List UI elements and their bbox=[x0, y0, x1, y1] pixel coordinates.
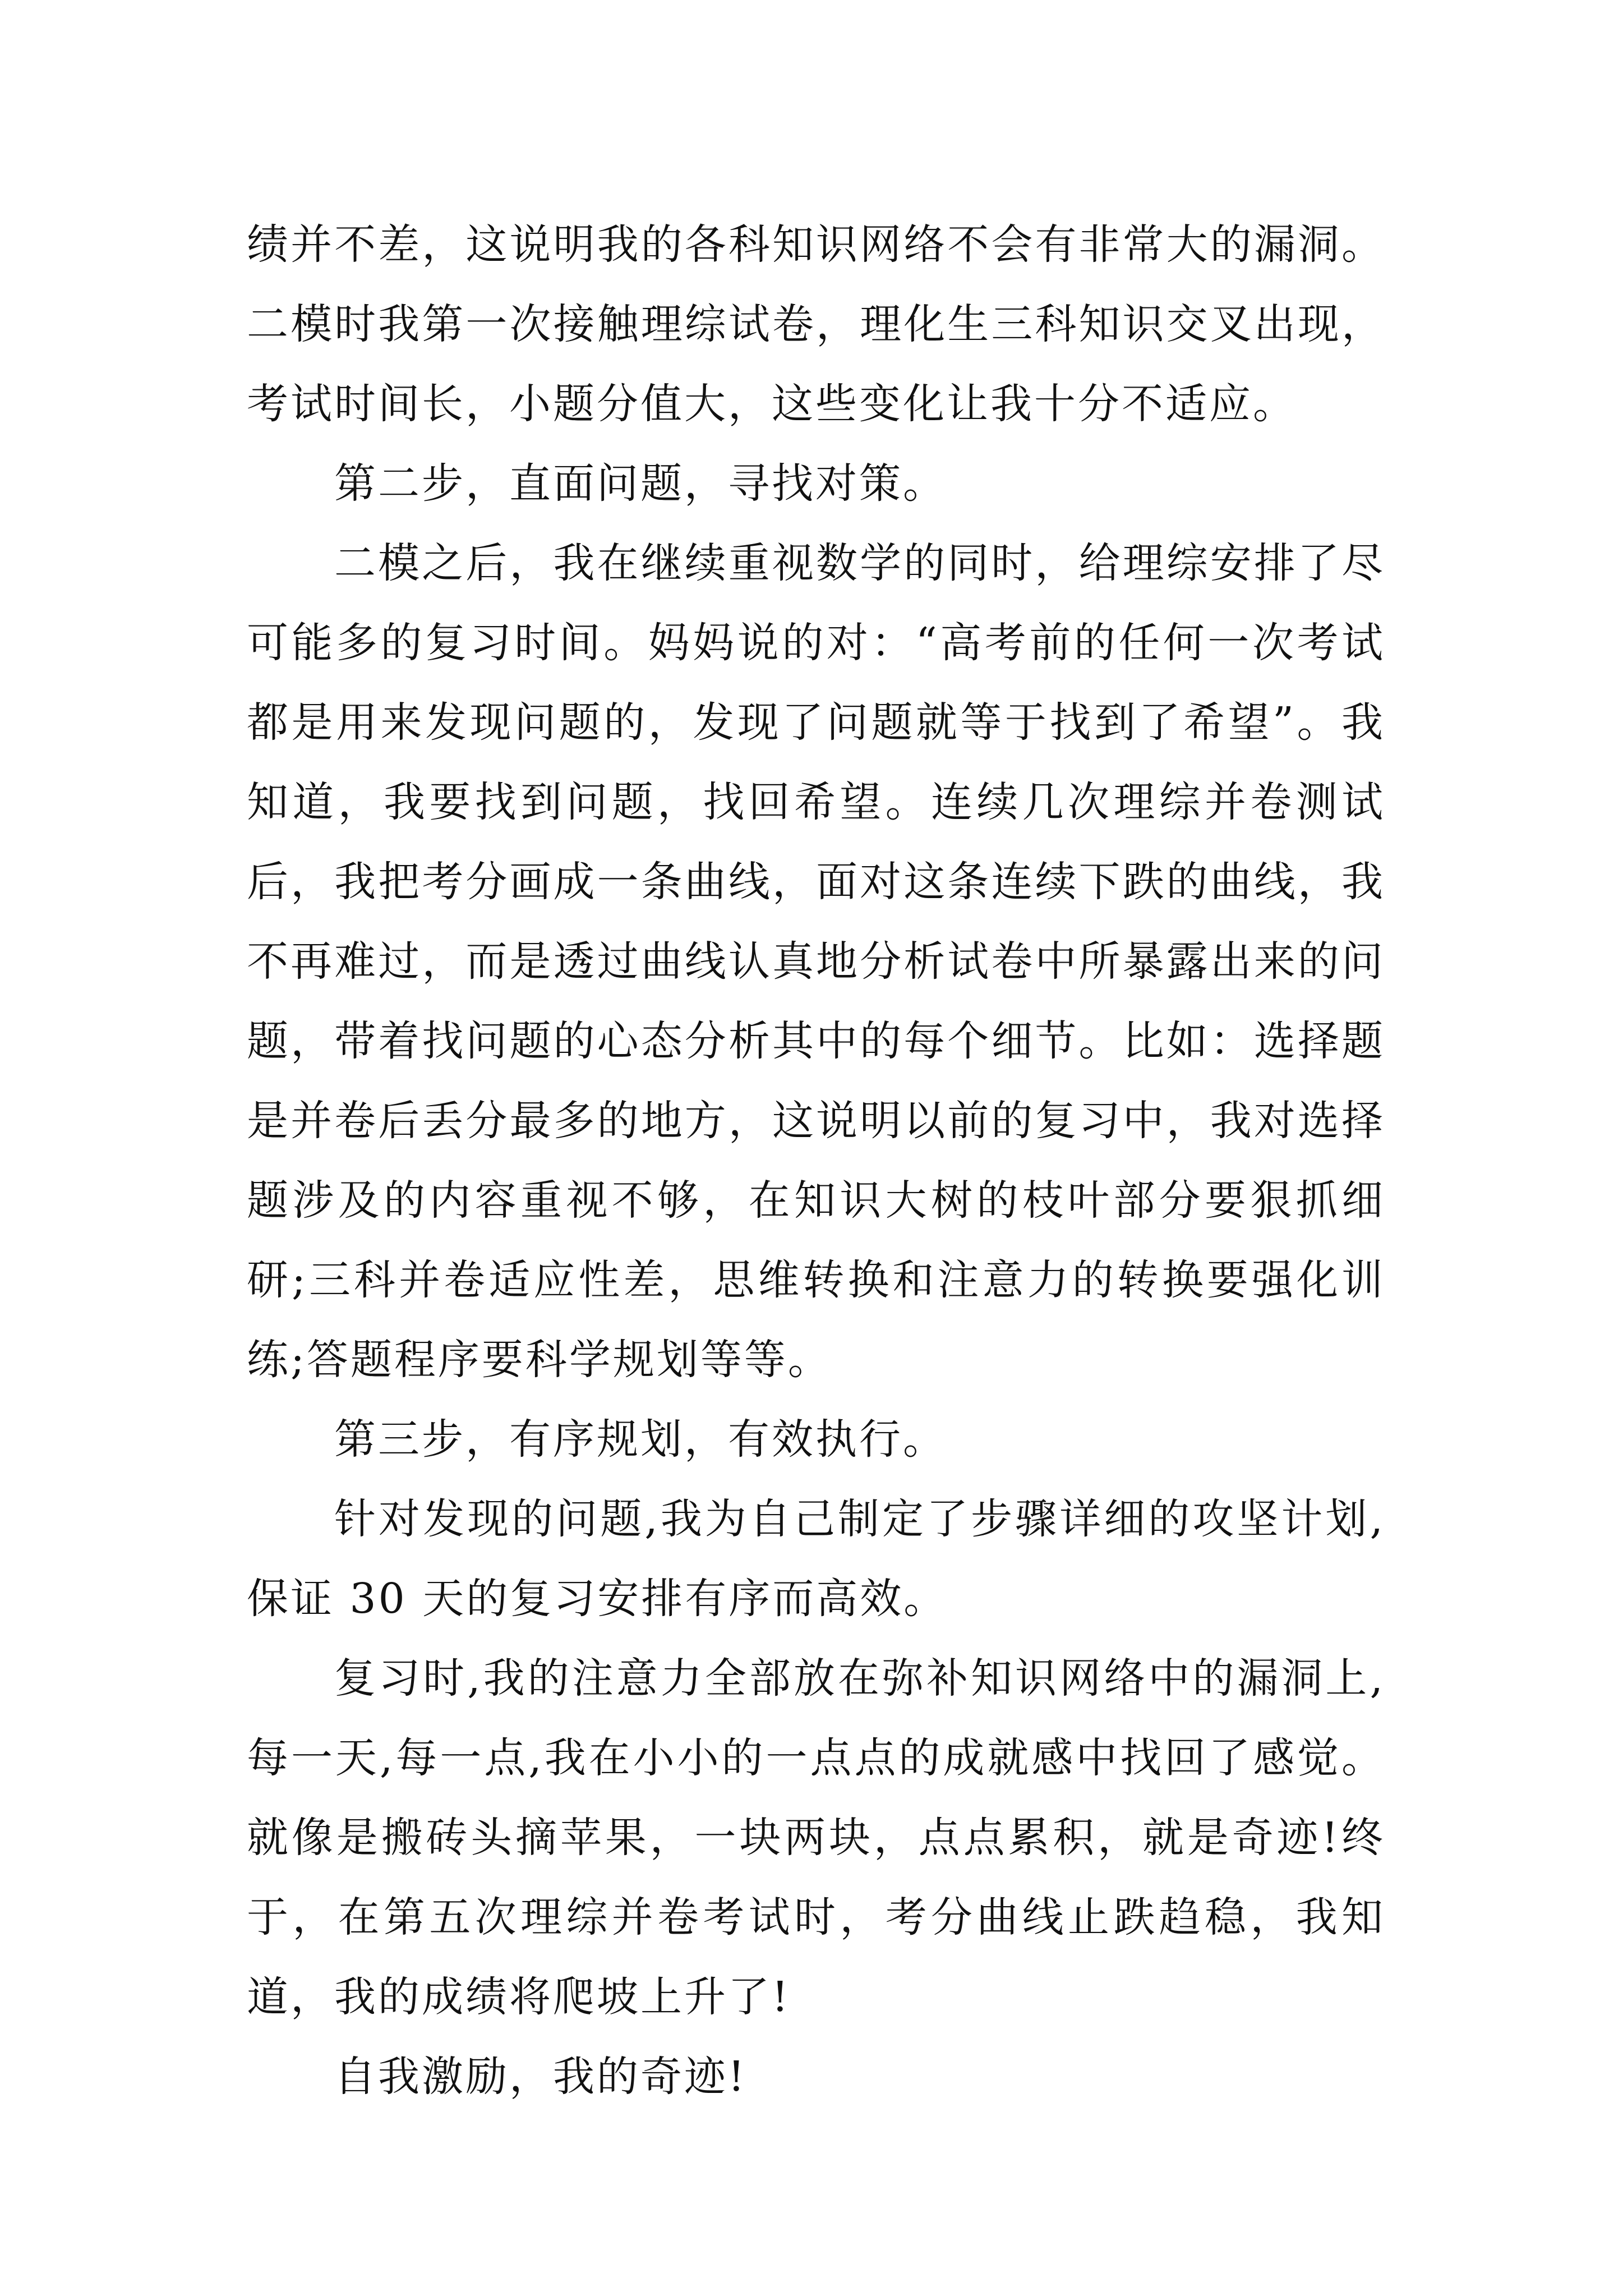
paragraph-4-heading-step-three: 第三步，有序规划，有效执行。 bbox=[334, 1415, 947, 1464]
paragraph-7-closing: 自我激励，我的奇迹! bbox=[334, 2053, 747, 2101]
paragraph-3: 二模之后，我在继续重视数学的同时，给理综安排了尽可能多的复习时间。妈妈说的对：“高考前的任何一次考试都是用来发现问题的，发现了问题就等于找到了希望”。我知道，我要找到问题，找回希望。连续几次理综并卷测试后，我把考分画成一条曲线，面对这条连续下跌的曲线，我不再难过，而是透过曲线认真地分析试卷中所暴露出来的问题，带着找问题的心态分析其中的每个细节。比如：选择题是并卷后丢分最多的地方，这说明以前的复习中，我对选择题涉及的内容重视不够，在知识大树的枝叶部分要狠抓细研;三科并卷适应性差，思维转换和注意力的转换要强化训练;答题程序要科学规划等等。 bbox=[247, 539, 1385, 1384]
paragraph-1: 绩并不差，这说明我的各科知识网络不会有非常大的漏洞。二模时我第一次接触理综试卷，理化生三科知识交叉出现，考试时间长，小题分值大，这些变化让我十分不适应。 bbox=[247, 220, 1385, 428]
paragraph-6: 复习时,我的注意力全部放在弥补知识网络中的漏洞上,每一天,每一点,我在小小的一点点的成就感中找回了感觉。就像是搬砖头摘苹果，一块两块，点点累积，就是奇迹!终于，在第五次理综并卷考试时，考分曲线止跌趋稳，我知道，我的成绩将爬坡上升了! bbox=[247, 1654, 1385, 2021]
body-text bbox=[247, 205, 1385, 2116]
paragraph-2-heading-step-two: 第二步，直面问题，寻找对策。 bbox=[334, 459, 947, 508]
paragraph-5: 针对发现的问题,我为自己制定了步骤详细的攻坚计划,保证 30 天的复习安排有序而高效。 bbox=[247, 1495, 1385, 1623]
